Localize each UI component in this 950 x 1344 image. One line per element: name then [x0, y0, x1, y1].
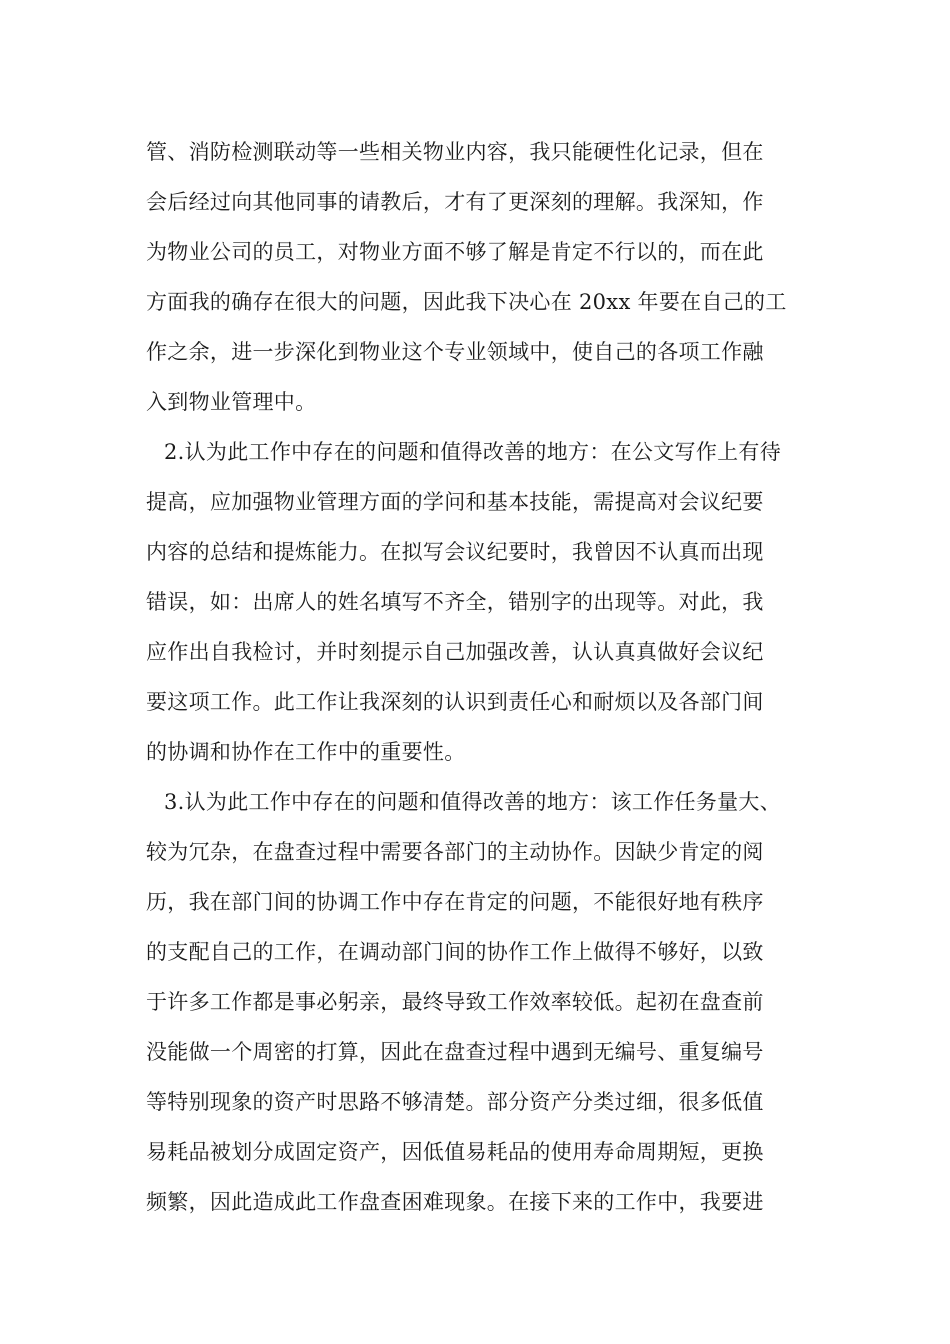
- body-text-line: 的支配自己的工作，在调动部门间的协作工作上做得不够好，以致: [146, 940, 764, 964]
- body-text-line: 管、消防检测联动等一些相关物业内容，我只能硬性化记录，但在: [146, 140, 764, 164]
- paragraph-3-first-line: 3.认为此工作中存在的问题和值得改善的地方：该工作任务量大、: [164, 790, 782, 814]
- body-text-line: 入到物业管理中。: [146, 390, 317, 414]
- body-text-line: 易耗品被划分成固定资产，因低值易耗品的使用寿命周期短，更换: [146, 1140, 764, 1164]
- body-text-line: 内容的总结和提炼能力。在拟写会议纪要时，我曾因不认真而出现: [146, 540, 764, 564]
- body-text-line: 应作出自我检讨，并时刻提示自己加强改善，认认真真做好会议纪: [146, 640, 764, 664]
- body-text-line: 提高，应加强物业管理方面的学问和基本技能，需提高对会议纪要: [146, 490, 764, 514]
- body-text-line: 等特别现象的资产时思路不够清楚。部分资产分类过细，很多低值: [146, 1090, 764, 1114]
- body-text-line: 较为冗杂，在盘查过程中需要各部门的主动协作。因缺少肯定的阅: [146, 840, 764, 864]
- body-text-line: 没能做一个周密的打算，因此在盘查过程中遇到无编号、重复编号: [146, 1040, 764, 1064]
- body-text-line: 于许多工作都是事必躬亲，最终导致工作效率较低。起初在盘查前: [146, 990, 764, 1014]
- paragraph-2-first-line: 2.认为此工作中存在的问题和值得改善的地方：在公文写作上有待: [164, 440, 782, 464]
- body-text-line: 错误，如：出席人的姓名填写不齐全，错别字的出现等。对此，我: [146, 590, 764, 614]
- body-text-line: 要这项工作。此工作让我深刻的认识到责任心和耐烦以及各部门间: [146, 690, 764, 714]
- body-text-line: 会后经过向其他同事的请教后，才有了更深刻的理解。我深知，作: [146, 190, 764, 214]
- body-text-line: 历，我在部门间的协调工作中存在肯定的问题，不能很好地有秩序: [146, 890, 764, 914]
- body-text-line: 为物业公司的员工，对物业方面不够了解是肯定不行以的，而在此: [146, 240, 764, 264]
- body-text-line: 的协调和协作在工作中的重要性。: [146, 740, 466, 764]
- body-text-line: 作之余，进一步深化到物业这个专业领域中，使自己的各项工作融: [146, 340, 764, 364]
- body-text-line: 方面我的确存在很大的问题，因此我下决心在 20xx 年要在自己的工: [146, 290, 787, 314]
- body-text-line: 频繁，因此造成此工作盘查困难现象。在接下来的工作中，我要进: [146, 1190, 764, 1214]
